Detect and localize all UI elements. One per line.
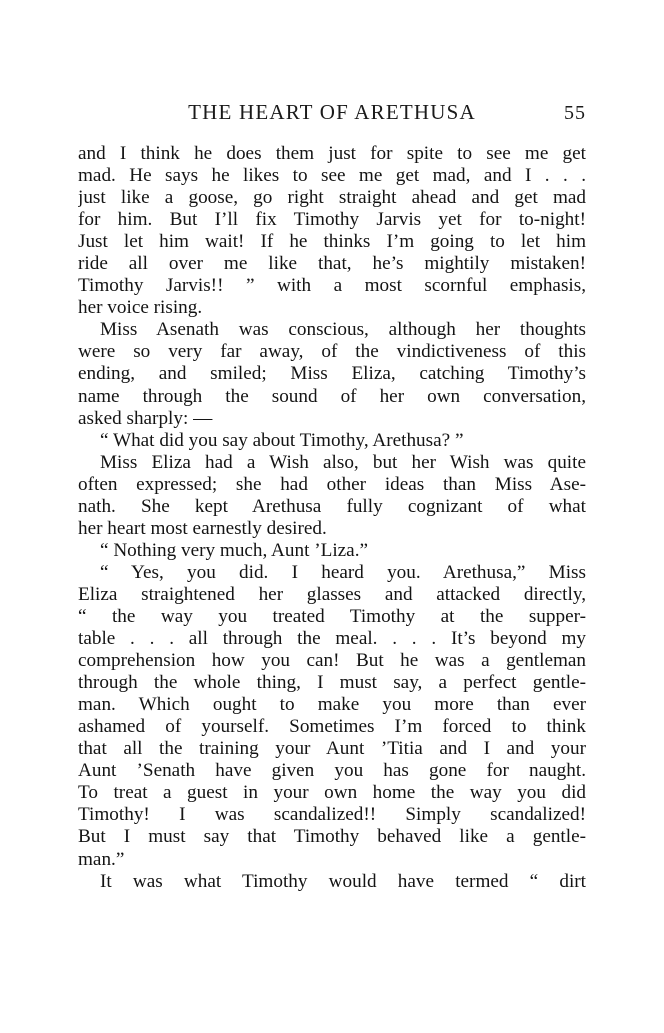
text-line: To treat a guest in your own home the way you did xyxy=(78,782,586,804)
page-number: 55 xyxy=(564,102,586,124)
text-line: Aunt ’Senath have given you has gone for naught. xyxy=(78,760,586,782)
text-line: name through the sound of her own conversation, xyxy=(78,385,586,407)
text-line: for him. But I’ll fix Timothy Jarvis yet for to-night! xyxy=(78,209,586,231)
text-line: ashamed of yourself. Sometimes I’m forced to think xyxy=(78,716,586,738)
text-line: asked sharply: — xyxy=(78,407,213,429)
text-line: “ Nothing very much, Aunt ’Liza.” xyxy=(100,539,369,561)
text-line: “ What did you say about Timothy, Arethusa? ” xyxy=(100,429,464,451)
text-line: Timothy Jarvis!! ” with a most scornful emphasis, xyxy=(78,275,586,297)
text-line: ride all over me like that, he’s mightily mistaken! xyxy=(78,253,586,275)
text-line: “ Yes, you did. I heard you. Arethusa,” Miss xyxy=(100,561,586,583)
running-title: THE HEART OF ARETHUSA xyxy=(188,100,476,124)
page-header xyxy=(78,100,586,130)
text-line: nath. She kept Arethusa fully cognizant of what xyxy=(78,495,586,517)
text-line: that all the training your Aunt ’Titia and I and your xyxy=(78,738,586,760)
text-line: man.” xyxy=(78,848,125,870)
text-line: comprehension how you can! But he was a gentleman xyxy=(78,650,586,672)
text-line: Miss Eliza had a Wish also, but her Wish was quite xyxy=(100,451,586,473)
text-line: were so very far away, of the vindictiveness of this xyxy=(78,341,586,363)
text-line: “ the way you treated Timothy at the supper- xyxy=(78,605,586,627)
text-line: Miss Asenath was conscious, although her thoughts xyxy=(100,319,586,341)
text-line: But I must say that Timothy behaved like a gentle- xyxy=(78,826,586,848)
text-line: Just let him wait! If he thinks I’m going to let him xyxy=(78,231,586,253)
text-line: Timothy! I was scandalized!! Simply scandalized! xyxy=(78,804,586,826)
text-line: often expressed; she had other ideas than Miss Ase- xyxy=(78,473,586,495)
text-line: mad. He says he likes to see me get mad, and I . . . xyxy=(78,165,586,187)
text-line: her voice rising. xyxy=(78,297,203,319)
text-line: just like a goose, go right straight ahead and get mad xyxy=(78,187,586,209)
text-line: It was what Timothy would have termed “ dirt xyxy=(100,870,586,892)
text-line: table . . . all through the meal. . . . It’s beyond my xyxy=(78,628,586,650)
text-line: man. Which ought to make you more than ever xyxy=(78,694,586,716)
body-text xyxy=(78,143,586,893)
text-line: and I think he does them just for spite to see me get xyxy=(78,143,586,164)
text-line: through the whole thing, I must say, a perfect gentle- xyxy=(78,672,586,694)
text-line: her heart most earnestly desired. xyxy=(78,517,327,539)
text-line: Eliza straightened her glasses and attacked directly, xyxy=(78,583,586,605)
text-line: ending, and smiled; Miss Eliza, catching Timothy’s xyxy=(78,363,586,385)
